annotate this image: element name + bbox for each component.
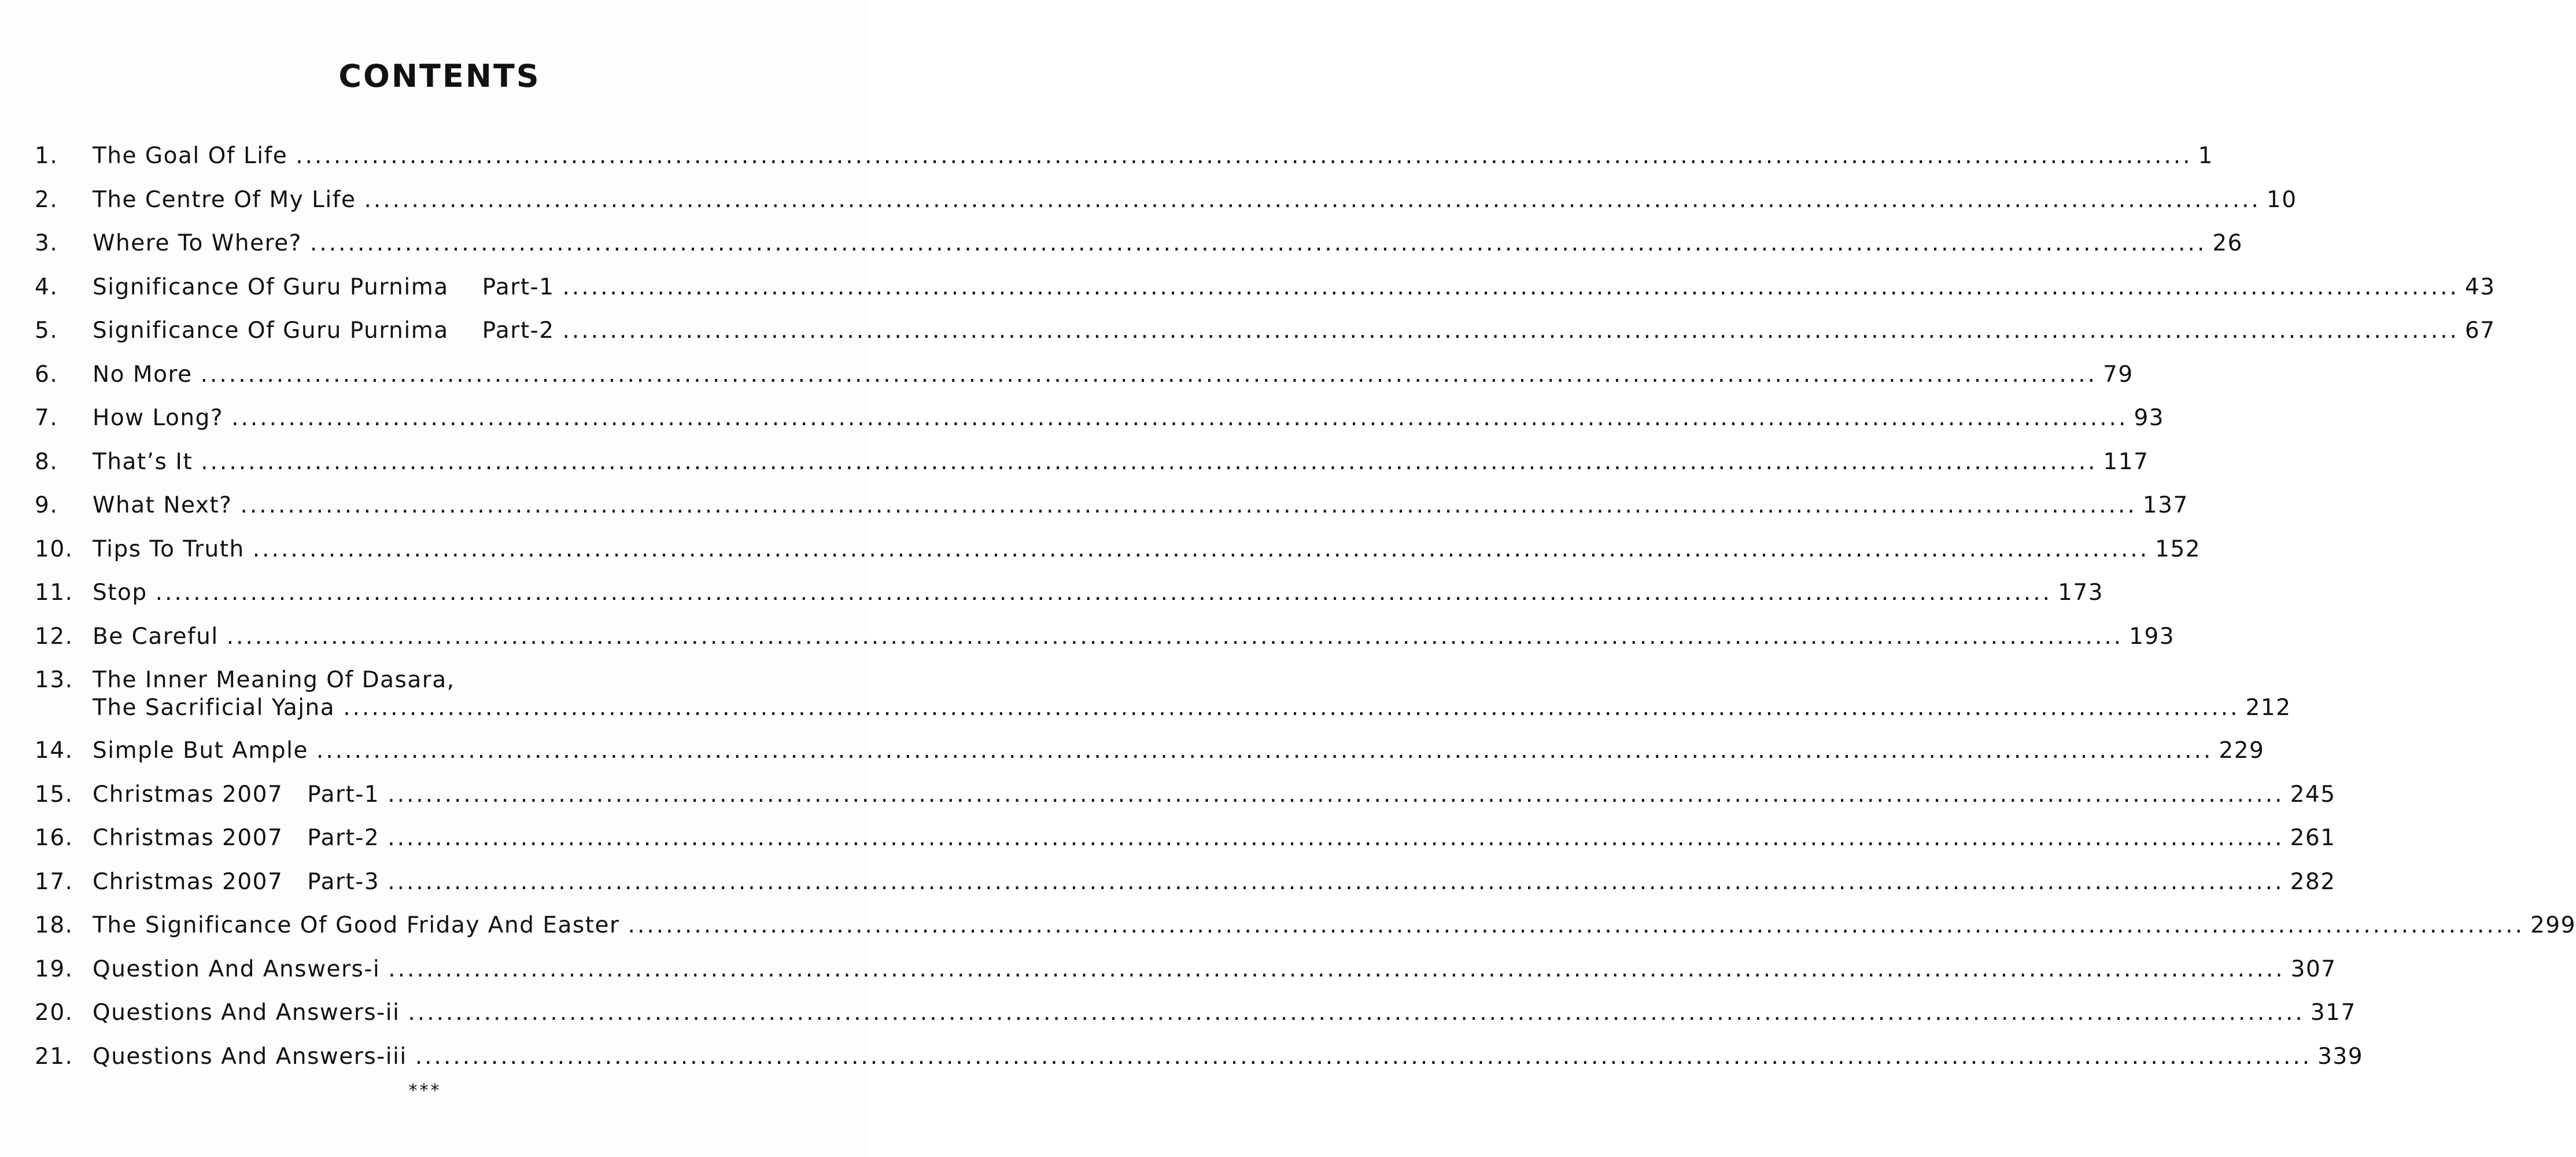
toc-entry (35, 396, 2165, 440)
toc-entry (35, 860, 2336, 904)
dot-leader: ........................................................................................................................................................................................................ (226, 623, 2124, 650)
dot-leader: ........................................................................................................................................................................................................ (364, 186, 2261, 213)
entry-part: Part-1 (307, 781, 380, 808)
entry-number: 6. (35, 361, 58, 388)
dot-leader: ........................................................................................................................................................................................................ (343, 695, 2240, 721)
dot-leader: ........................................................................................................................................................................................................ (387, 868, 2285, 895)
entry-title: Questions And Answers-iii (93, 1043, 407, 1070)
entry-part: Part-2 (482, 318, 555, 344)
entry-page-number: 229 (2219, 738, 2265, 764)
entry-page-number: 193 (2129, 623, 2175, 650)
toc-entry (35, 222, 2243, 266)
dot-leader: ........................................................................................................................................................................................................ (240, 492, 2137, 518)
entry-number: 11. (35, 580, 73, 606)
entry-number: 20. (35, 1000, 73, 1026)
entry-number: 10. (35, 536, 73, 562)
page-title: CONTENTS (338, 58, 541, 94)
entry-title: Christmas 2007 (93, 825, 283, 851)
dot-leader: ........................................................................................................................................................................................................ (387, 781, 2285, 808)
toc-entry (35, 266, 2496, 309)
dot-leader: ........................................................................................................................................................................................................ (252, 536, 2150, 562)
entry-title: That’s It (93, 448, 193, 475)
entry-part: Part-3 (307, 868, 380, 895)
entry-title: Stop (93, 580, 147, 606)
entry-title: Question And Answers-i (93, 956, 381, 982)
entry-title: Christmas 2007 (93, 868, 283, 895)
entry-page-number: 307 (2290, 956, 2337, 982)
entry-page-number: 245 (2290, 781, 2336, 808)
toc-entry (35, 729, 2265, 773)
entry-title: Significance Of Guru Purnima (93, 318, 449, 344)
toc-entry (35, 904, 2576, 948)
toc-entry (35, 484, 2189, 528)
toc-entry (35, 178, 2297, 222)
entry-title: How Long? (93, 405, 224, 431)
entry-title: Questions And Answers-ii (93, 1000, 400, 1026)
dot-leader: ........................................................................................................................................................................................................ (415, 1043, 2312, 1070)
entry-title: Christmas 2007 (93, 781, 283, 808)
entry-page-number: 261 (2290, 825, 2336, 851)
dot-leader: ........................................................................................................................................................................................................ (296, 143, 2193, 169)
entry-number: 2. (35, 186, 58, 213)
dot-leader: ........................................................................................................................................................................................................ (562, 318, 2459, 344)
entry-number: 13. (35, 667, 73, 693)
dot-leader: ........................................................................................................................................................................................................ (231, 405, 2128, 431)
entry-title: Tips To Truth (93, 536, 245, 562)
entry-number: 5. (35, 318, 58, 344)
dot-leader: ........................................................................................................................................................................................................ (200, 361, 2098, 388)
entry-title: What Next? (93, 492, 232, 518)
entry-title: The Inner Meaning Of Dasara, (93, 667, 455, 693)
entry-page-number: 317 (2310, 1000, 2356, 1026)
entry-title: Significance Of Guru Purnima (93, 274, 449, 300)
entry-title: The Goal Of Life (93, 143, 288, 169)
toc-entry (35, 440, 2149, 484)
entry-number: 8. (35, 448, 58, 475)
entry-number: 21. (35, 1043, 73, 1070)
toc-entry (35, 658, 2291, 729)
entry-number: 7. (35, 405, 58, 431)
entry-page-number: 93 (2134, 405, 2165, 431)
entry-number: 18. (35, 912, 73, 938)
entry-page-number: 152 (2155, 536, 2201, 562)
entry-page-number: 299 (2530, 912, 2576, 938)
toc-entry (35, 773, 2336, 817)
entry-number: 14. (35, 738, 73, 764)
toc-entry (35, 816, 2336, 860)
entry-title: No More (93, 361, 193, 388)
entry-page-number: 137 (2142, 492, 2189, 518)
toc-entry (35, 948, 2337, 992)
entry-line-1 (35, 666, 833, 694)
entry-number: 15. (35, 781, 73, 808)
table-of-contents (35, 134, 2576, 1078)
toc-entry (35, 353, 2134, 397)
entry-number: 19. (35, 956, 73, 982)
entry-title: Simple But Ample (93, 738, 308, 764)
entry-number: 17. (35, 868, 73, 895)
entry-part: Part-1 (482, 274, 555, 300)
dot-leader: ........................................................................................................................................................................................................ (408, 1000, 2305, 1026)
entry-title: Where To Where? (93, 230, 302, 256)
entry-page-number: 10 (2266, 186, 2297, 213)
entry-number: 9. (35, 492, 58, 518)
entry-page-number: 1 (2198, 143, 2213, 169)
entry-page-number: 117 (2103, 448, 2149, 475)
entry-page-number: 173 (2058, 580, 2104, 606)
dot-leader: ........................................................................................................................................................................................................ (316, 738, 2213, 764)
end-mark: *** (408, 1081, 442, 1101)
entry-page-number: 282 (2290, 868, 2336, 895)
entry-title: Be Careful (93, 623, 219, 650)
entry-title-continued: The Sacrificial Yajna (93, 695, 335, 721)
dot-leader: ........................................................................................................................................................................................................ (562, 274, 2459, 300)
entry-number: 16. (35, 825, 73, 851)
entry-title: The Centre Of My Life (93, 186, 356, 213)
entry-page-number: 79 (2103, 361, 2134, 388)
entry-page-number: 339 (2317, 1043, 2364, 1070)
toc-entry (35, 528, 2201, 572)
dot-leader: ........................................................................................................................................................................................................ (387, 825, 2285, 851)
toc-entry (35, 309, 2496, 353)
dot-leader: ........................................................................................................................................................................................................ (201, 448, 2098, 475)
toc-entry (35, 615, 2175, 659)
toc-entry (35, 1035, 2364, 1079)
entry-number: 1. (35, 143, 58, 169)
dot-leader: ........................................................................................................................................................................................................ (309, 230, 2207, 256)
entry-title: The Significance Of Good Friday And Easter (93, 912, 620, 938)
entry-number: 3. (35, 230, 58, 256)
entry-number: 12. (35, 623, 73, 650)
dot-leader: ........................................................................................................................................................................................................ (628, 912, 2525, 938)
toc-entry (35, 134, 2213, 178)
entry-number: 4. (35, 274, 58, 300)
entry-page-number: 67 (2464, 318, 2496, 344)
dot-leader: ........................................................................................................................................................................................................ (388, 956, 2285, 982)
entry-page-number: 212 (2245, 695, 2291, 721)
toc-entry (35, 571, 2104, 615)
entry-part: Part-2 (307, 825, 380, 851)
entry-line-2 (35, 694, 2291, 722)
entry-page-number: 43 (2464, 274, 2496, 300)
toc-entry (35, 991, 2356, 1035)
entry-page-number: 26 (2212, 230, 2243, 256)
dot-leader: ........................................................................................................................................................................................................ (155, 580, 2053, 606)
